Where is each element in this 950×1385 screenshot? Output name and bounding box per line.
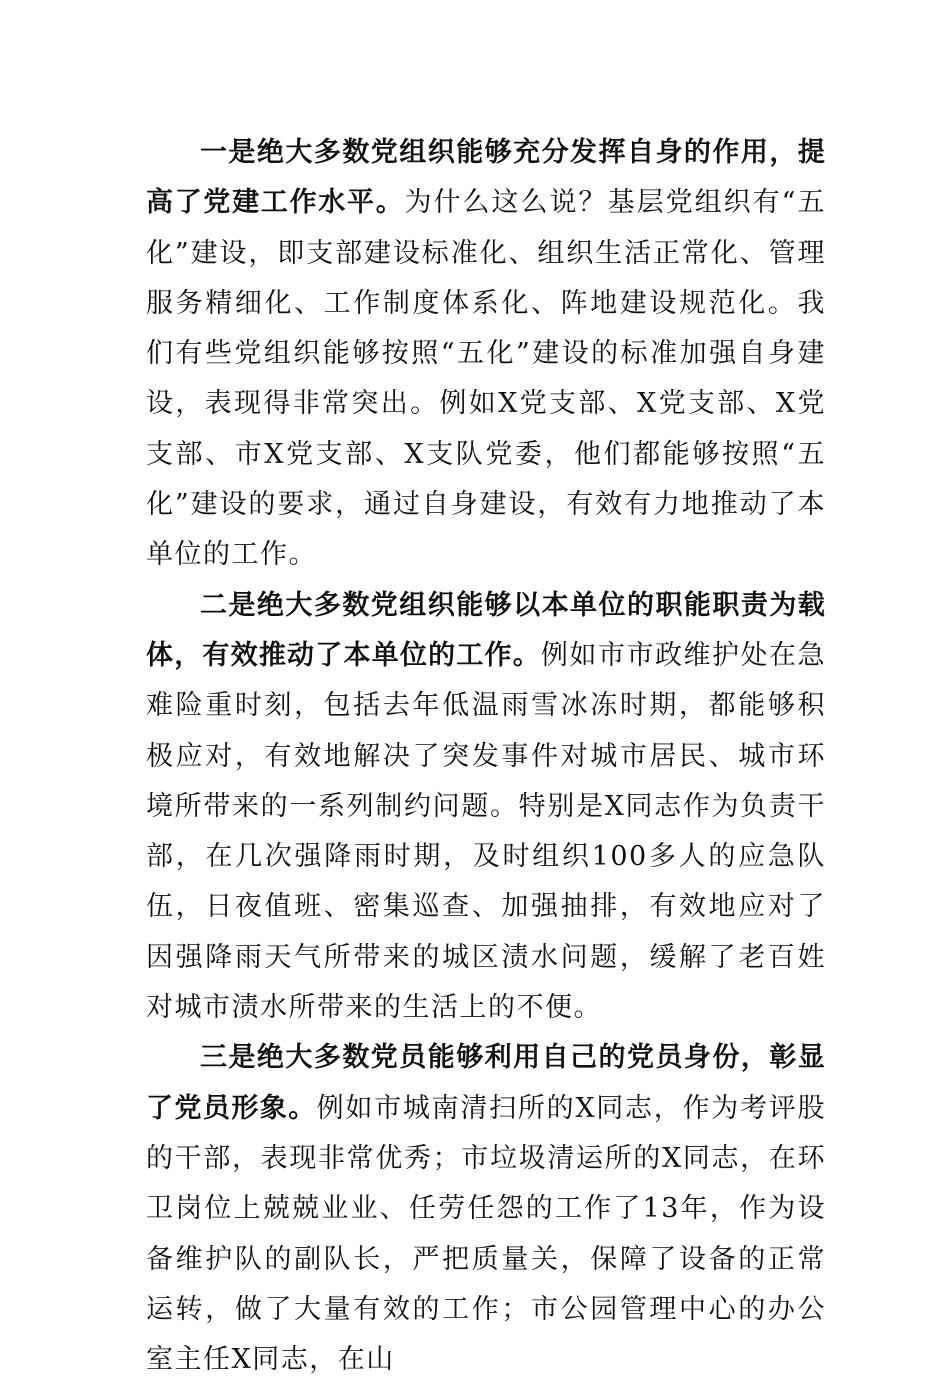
paragraph-1 bbox=[146, 128, 826, 581]
paragraph-1-body: 为什么这么说？基层党组织有“五化”建设，即支部建设标准化、组织生活正常化、管理服务精细化、工作制度体系化、阵地建设规范化。我们有些党组织能够按照“五化”建设的标准加强自身建设，表现得非常突出。例如X党支部、X党支部、X党支部、市X党支部、X支队党委，他们都能够按照“五化”建设的要求，通过自身建设，有效有力地推动了本单位的工作。 bbox=[146, 187, 826, 571]
paragraph-2 bbox=[146, 581, 826, 1034]
paragraph-2-body: 例如市市政维护处在急难险重时刻，包括去年低温雨雪冰冻时期，都能够积极应对，有效地解决了突发事件对城市居民、城市环境所带来的一系列制约问题。特别是X同志作为负责干部，在几次强降雨时期，及时组织100多人的应急队伍，日夜值班、密集巡查、加强抽排，有效地应对了因强降雨天气所带来的城区渍水问题，缓解了老百姓对城市渍水所带来的生活上的不便。 bbox=[146, 639, 826, 1024]
paragraph-3-body: 例如市城南清扫所的X同志，作为考评股的干部，表现非常优秀；市垃圾清运所的X同志，在环卫岗位上兢兢业业、任劳任怨的工作了13年，作为设备维护队的副队长，严把质量关，保障了设备的正常运转，做了大量有效的工作；市公园管理中心的办公室主任X同志，在山 bbox=[146, 1092, 826, 1376]
document-body bbox=[146, 128, 826, 1385]
paragraph-3 bbox=[146, 1033, 826, 1385]
paragraph-2-lead: 二是绝大多数党组织能够以本单位的职能职责为载体，有效推动了本单位的工作。 bbox=[146, 589, 826, 671]
paragraph-1-lead: 一是绝大多数党组织能够充分发挥自身的作用，提高了党建工作水平。 bbox=[146, 137, 826, 219]
paragraph-3-lead: 三是绝大多数党员能够利用自己的党员身份，彰显了党员形象。 bbox=[146, 1042, 826, 1124]
